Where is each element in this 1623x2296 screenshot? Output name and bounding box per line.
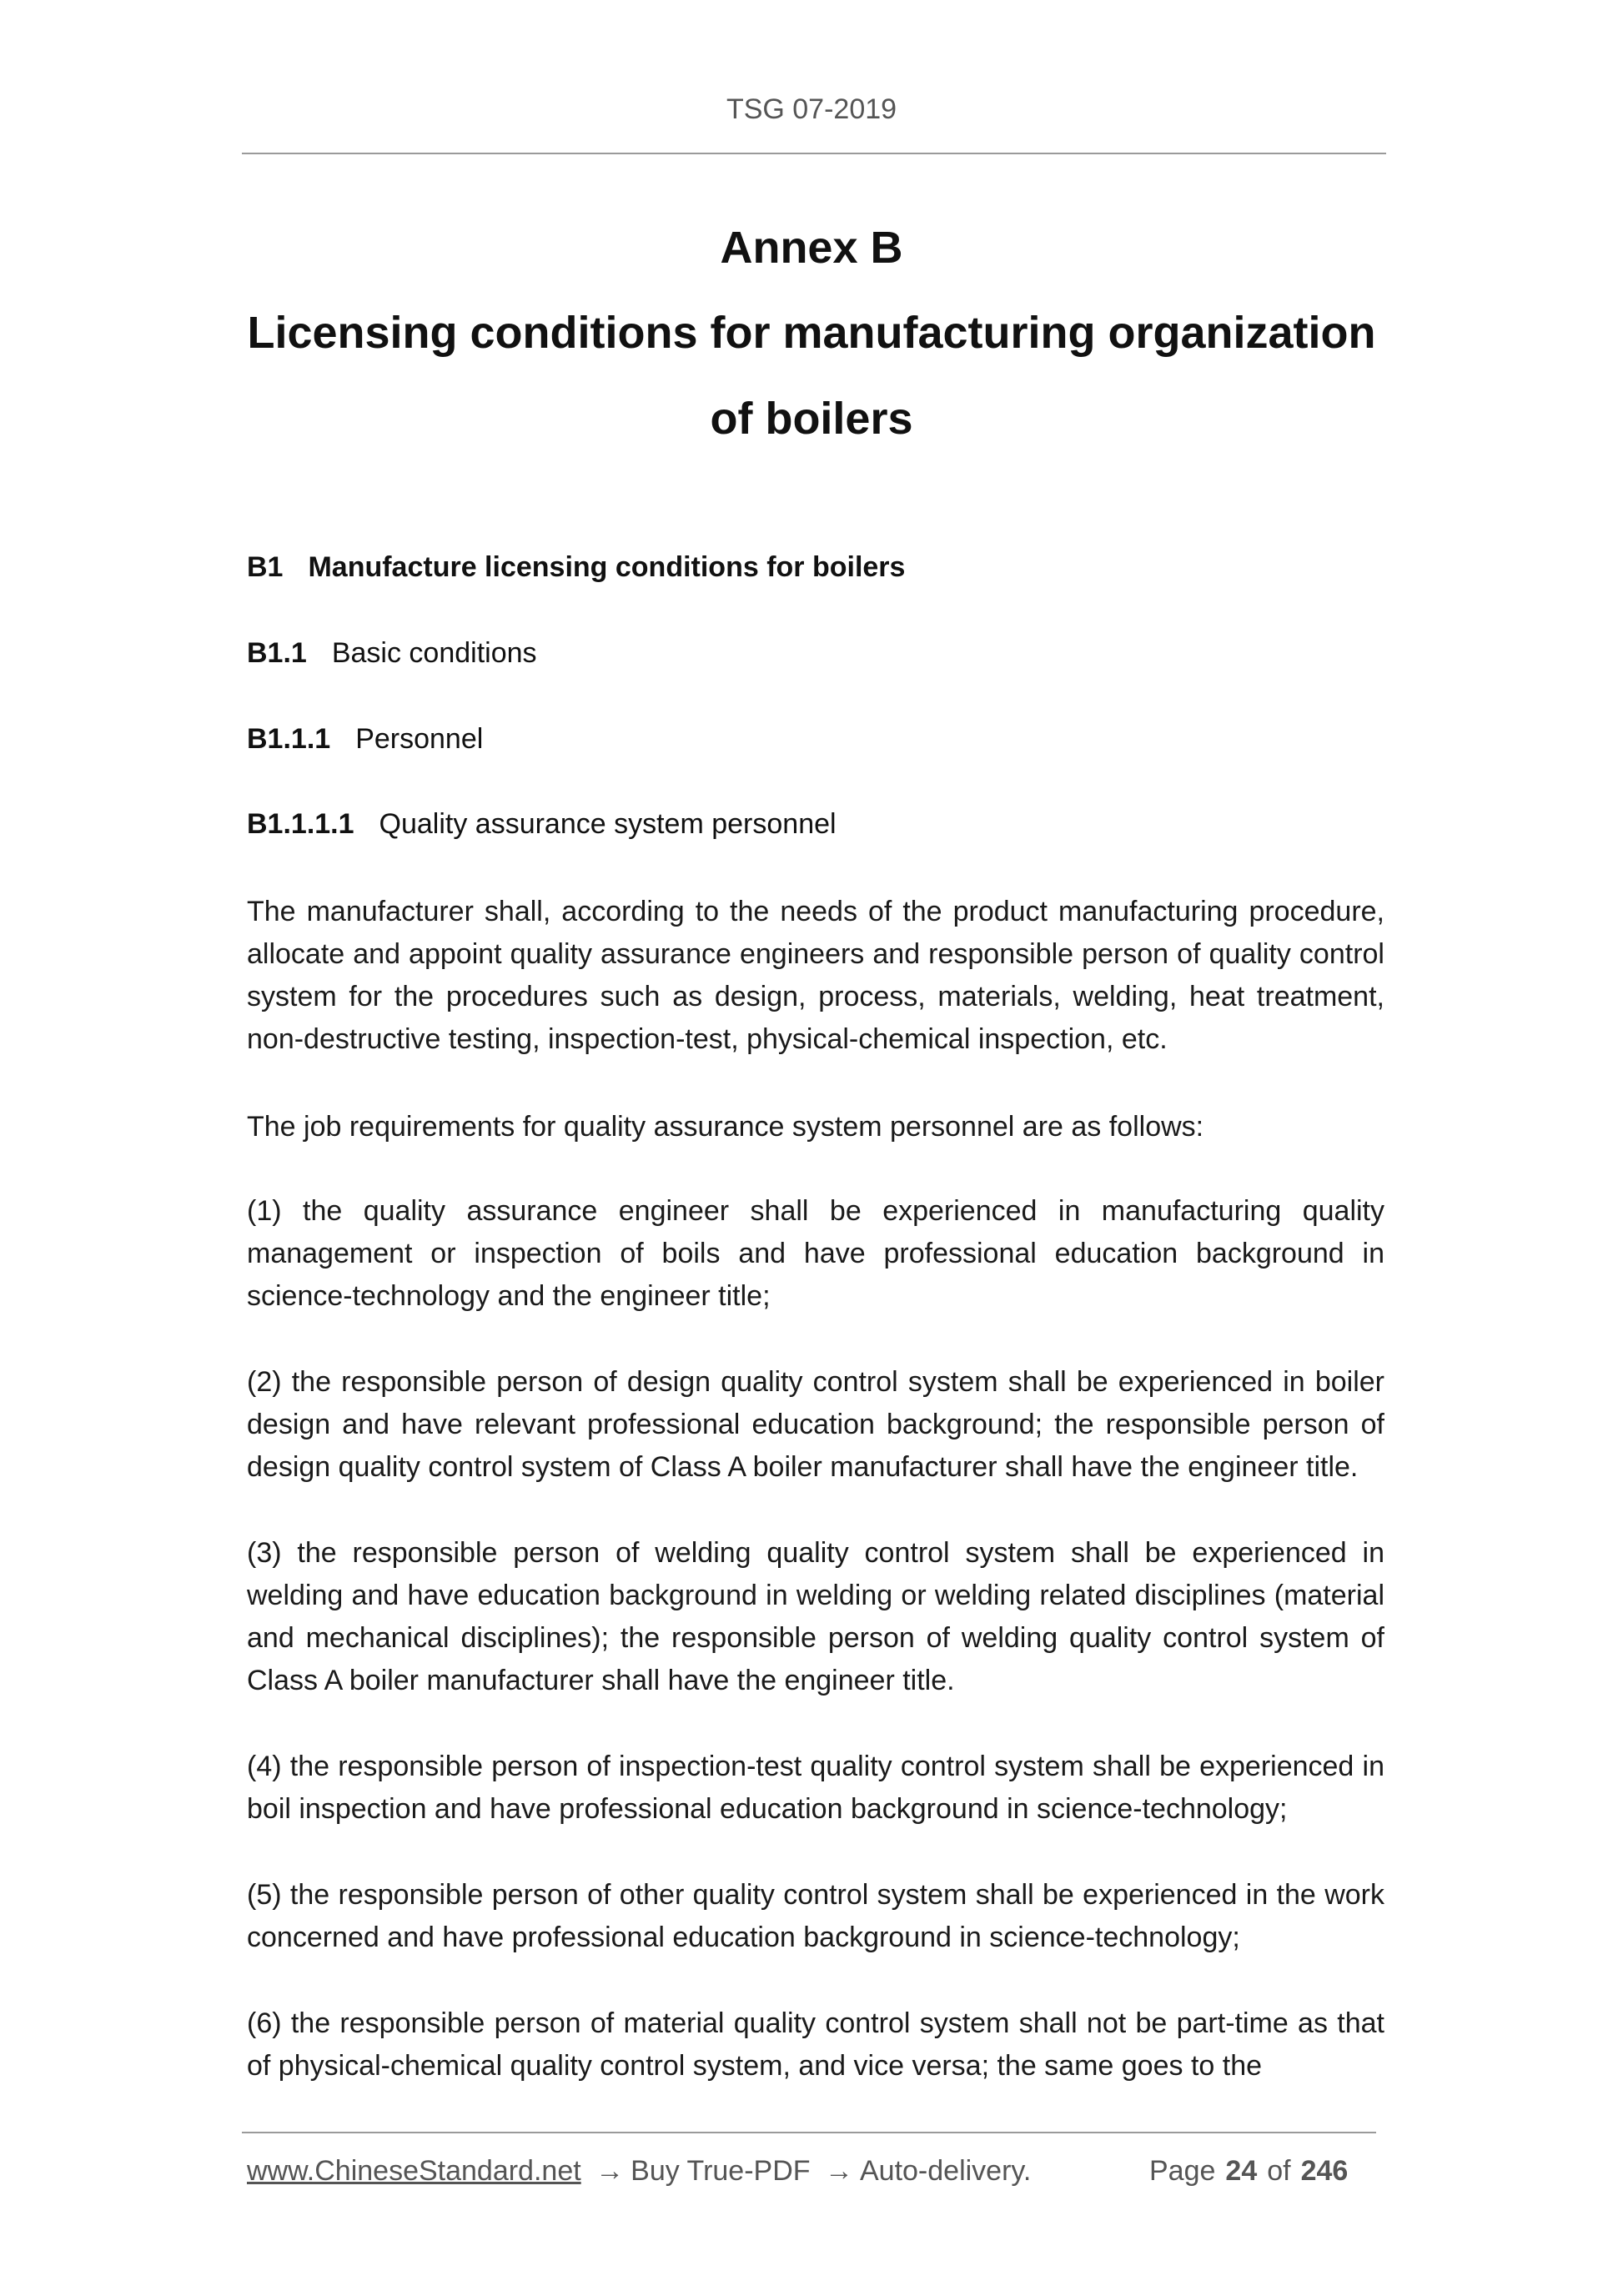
annex-subtitle-line1: Licensing conditions for manufacturing organization (247, 308, 1376, 358)
section-heading-b1-1-1-1 (247, 808, 837, 841)
annex-title: Annex B (720, 223, 903, 273)
section-number: B1 (247, 551, 284, 583)
arrow-right-icon: → (595, 2155, 625, 2187)
annex-subtitle-line2: of boilers (710, 394, 913, 444)
auto-delivery-text: Auto-delivery. (859, 2155, 1032, 2187)
section-heading-b1-1-1 (247, 723, 483, 756)
footer-promo (247, 2155, 1031, 2188)
section-heading-b1-1 (247, 637, 537, 670)
website-link[interactable]: www.ChineseStandard.net (247, 2155, 581, 2187)
section-number: B1.1.1 (247, 723, 331, 755)
buy-pdf-text: Buy True-PDF (631, 2155, 811, 2187)
paragraph-item-4: (4) the responsible person of inspection-test quality control system shall be experienced in boil inspection and have professional education background in science-technology; (247, 1751, 1384, 1825)
paragraph-item-6: (6) the responsible person of material quality control system shall not be part-time as that of physical-chemical quality control system, and vice versa; the same goes to the (247, 2007, 1384, 2082)
of-label: of (1267, 2155, 1291, 2187)
section-number: B1.1.1.1 (247, 808, 354, 840)
footer-divider (242, 2132, 1376, 2133)
section-title: Basic conditions (331, 637, 537, 669)
section-title: Quality assurance system personnel (379, 808, 837, 840)
section-number: B1.1 (247, 637, 307, 669)
section-heading-b1 (247, 551, 905, 584)
section-title: Manufacture licensing conditions for boilers (308, 551, 906, 583)
paragraph-item-3: (3) the responsible person of welding quality control system shall be experienced in welding and have education background in welding or welding related disciplines (material and mechanical disciplines); the responsible person of welding quality control system of Class A boiler manufacturer shall have the engineer title. (247, 1537, 1384, 1696)
paragraph-item-1: (1) the quality assurance engineer shall be experienced in manufacturing quality management or inspection of boils and have professional education background in science-technology and the engineer title; (247, 1195, 1384, 1312)
paragraph-item-5: (5) the responsible person of other quality control system shall be experienced in the work concerned and have professional education background in science-technology; (247, 1879, 1384, 1953)
paragraph-item-2: (2) the responsible person of design quality control system shall be experienced in boiler design and have relevant professional education background; the responsible person of design quality control system of Class A boiler manufacturer shall have the engineer title. (247, 1366, 1384, 1483)
document-code: TSG 07-2019 (726, 93, 897, 125)
page-indicator (1149, 2155, 1358, 2188)
page-label: Page (1149, 2155, 1216, 2187)
section-title: Personnel (355, 723, 484, 755)
page-number: 24 (1225, 2155, 1258, 2187)
page-total: 246 (1300, 2155, 1349, 2187)
paragraph-requirements-lead: The job requirements for quality assurance system personnel are as follows: (247, 1111, 1204, 1143)
arrow-right-icon: → (824, 2155, 853, 2187)
paragraph-intro: The manufacturer shall, according to the needs of the product manufacturing procedure, allocate and appoint quality assurance engineers and responsible person of quality control system for the procedures such as design, process, materials, welding, heat treatment, non-destructive testing, inspection-test, physical-chemical inspection, etc. (247, 896, 1384, 1055)
header-divider (242, 153, 1386, 154)
